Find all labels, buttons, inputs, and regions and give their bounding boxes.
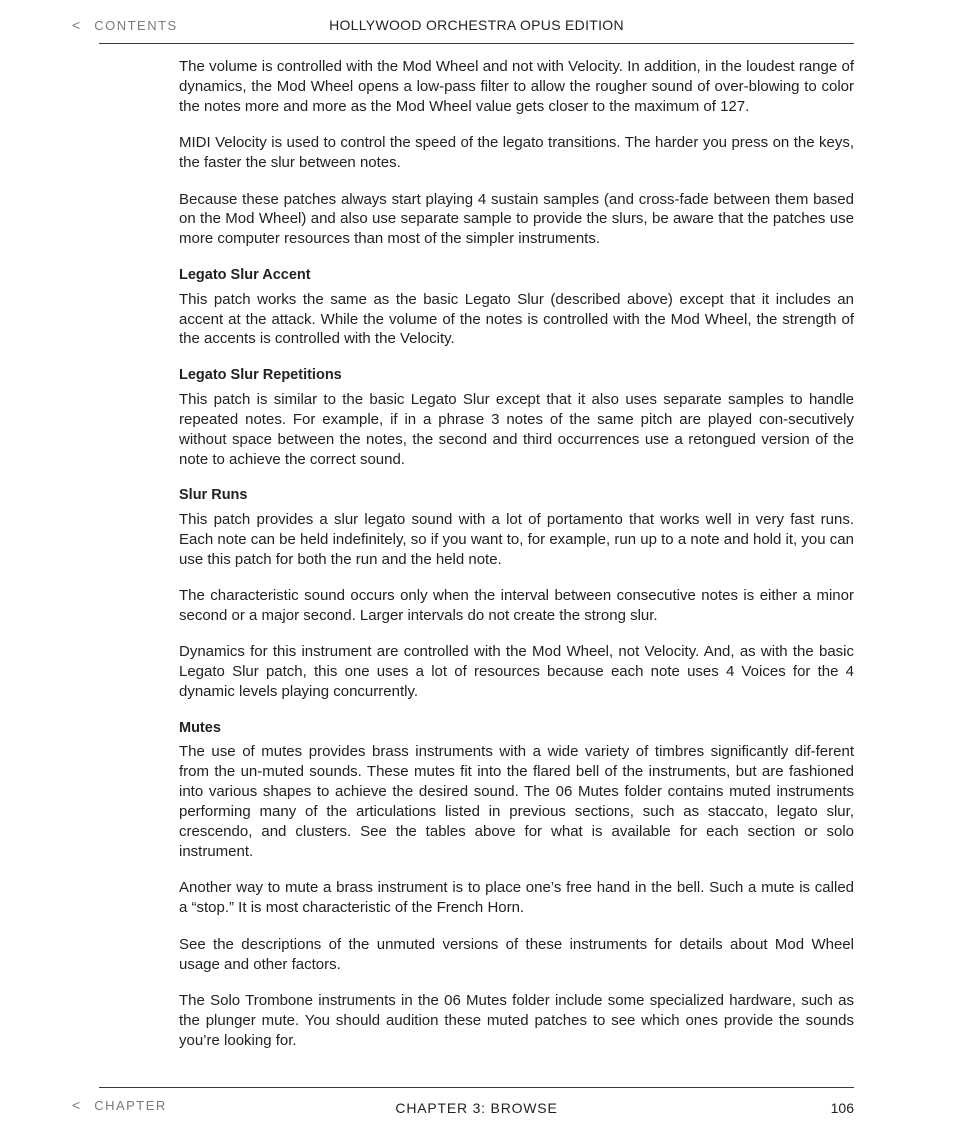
section-heading-slur-runs: Slur Runs [179,486,248,503]
paragraph: This patch provides a slur legato sound with a lot of portamento that works well in very fast runs. Each note can be held indefinitely, so if you want to, for example, run up to a note and hold it, you can use this patch for both the run and the held note. [179,510,854,568]
paragraph: The characteristic sound occurs only when the interval between consecutive notes is either a minor second or a major second. Larger intervals do not create the strong slur. [179,587,854,624]
header-divider [99,43,854,44]
page-body [179,57,854,1067]
footer-divider [99,1087,854,1088]
paragraph: This patch works the same as the basic Legato Slur (described above) except that it includes an accent at the attack. While the volume of the notes is controlled with the Mod Wheel, the strength of the accents is controlled with the Velocity. [179,290,854,348]
document-title: HOLLYWOOD ORCHESTRA OPUS EDITION [329,17,624,33]
paragraph: This patch is similar to the basic Legato Slur except that it also uses separate samples to handle repeated notes. For example, if in a phrase 3 notes of the same pitch are played con-secutively without space between the notes, the second and third occurrences use a retongued version of the note to achieve the correct sound. [179,390,854,468]
paragraph: The volume is controlled with the Mod Wheel and not with Velocity. In addition, in the loudest range of dynamics, the Mod Wheel opens a low-pass filter to allow the rougher sound of over-blowing to color the notes more and more as the Mod Wheel value gets closer to the maximum of 127. [179,58,854,115]
chapter-link-label: CHAPTER [94,1097,167,1113]
chapter-title: CHAPTER 3: BROWSE [395,1100,558,1116]
chevron-left-icon: < [72,17,81,33]
paragraph: MIDI Velocity is used to control the speed of the legato transitions. The harder you press on the keys, the faster the slur between notes. [179,134,854,172]
section-heading-legato-slur-accent: Legato Slur Accent [179,266,311,283]
paragraph: Another way to mute a brass instrument is to place one’s free hand in the bell. Such a mute is called a “stop.” It is most characteristic of the French Horn. [179,879,854,917]
paragraph: Because these patches always start playing 4 sustain samples (and cross-fade between them based on the Mod Wheel) and also use separate sample to provide the slurs, be aware that the patches use more computer resources than most of the simpler instruments. [179,190,854,248]
section-heading-mutes: Mutes [179,719,221,736]
section-heading-legato-slur-repetitions: Legato Slur Repetitions [179,366,342,383]
paragraph: The use of mutes provides brass instruments with a wide variety of timbres significantly dif-ferent from the un-muted sounds. These mutes fit into the flared bell of the instruments, but are fashioned into various shapes to achieve the desired sound. The 06 Mutes folder contains muted instruments performing many of the articulations listed in previous sections, such as staccato, legato slur, crescendo, and clusters. See the tables above for what is available for each section or solo instrument. [179,743,854,860]
chevron-left-icon: < [72,1097,81,1113]
page-number: 106 [830,1100,854,1116]
paragraph: See the descriptions of the unmuted versions of these instruments for details about Mod Wheel usage and other factors. [179,935,854,973]
paragraph: The Solo Trombone instruments in the 06 Mutes folder include some specialized hardware, such as the plunger mute. You should audition these muted patches to see which ones provide the sounds you’re looking for. [179,992,854,1049]
contents-link-label: CONTENTS [94,17,178,33]
paragraph: Dynamics for this instrument are controlled with the Mod Wheel, not Velocity. And, as with the basic Legato Slur patch, this one uses a lot of resources because each note uses 4 Voices for the 4 dynamic levels playing concurrently. [179,643,854,701]
